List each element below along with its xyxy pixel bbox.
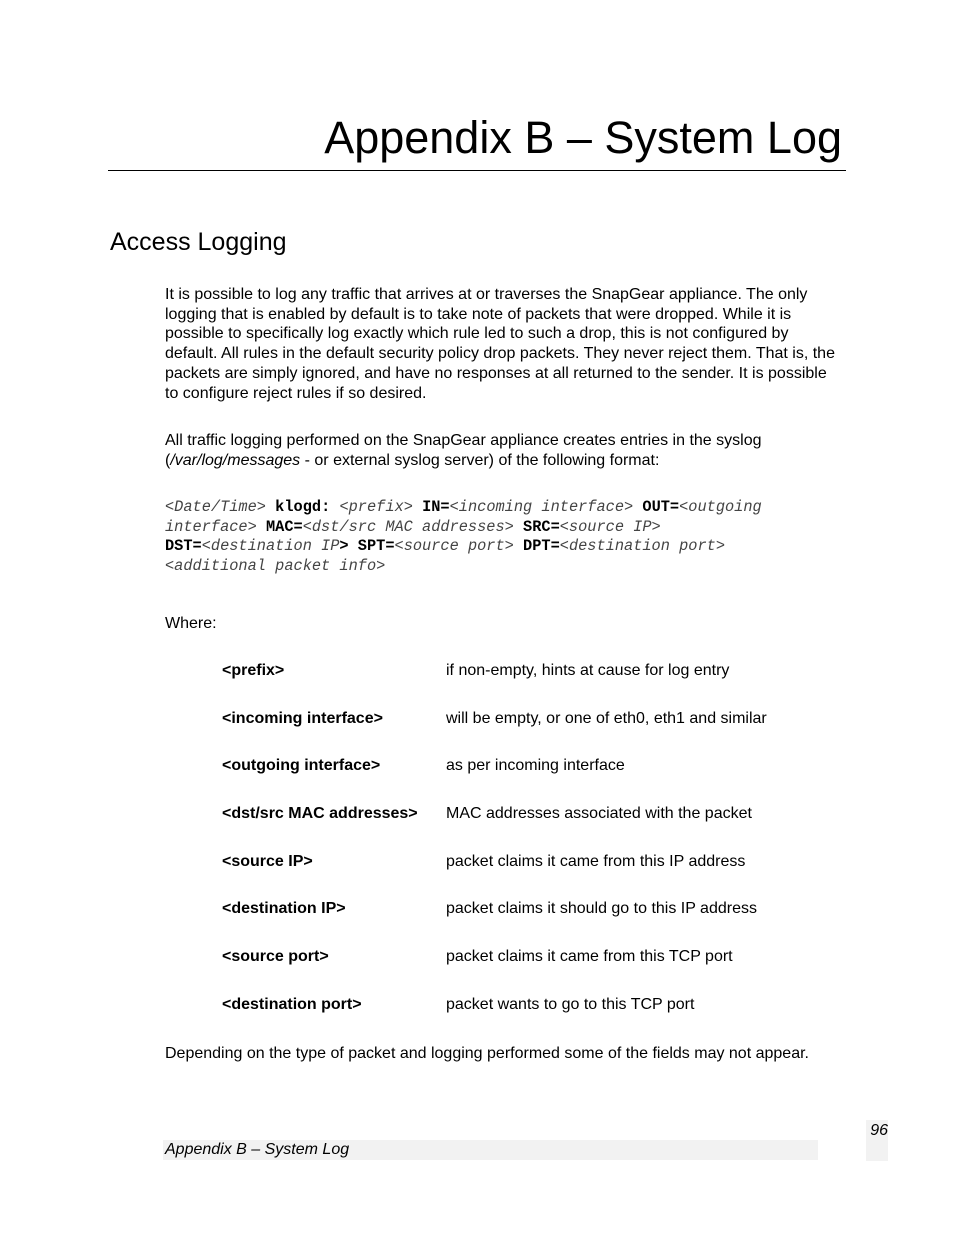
footer-title-text: Appendix B – System Log (165, 1141, 350, 1158)
format-dpt-key: DPT= (523, 537, 560, 556)
definition-term: <prefix> (222, 662, 285, 679)
format-in-val: <incoming interface> (449, 498, 634, 516)
definition-desc: packet wants to go to this TCP port (446, 995, 695, 1013)
definition-row (222, 804, 842, 852)
format-dst-key: DST= (165, 537, 202, 556)
log-format-line-3 (165, 537, 845, 557)
definition-desc: if non-empty, hints at cause for log entry (446, 662, 730, 679)
format-out-val-2: interface> (165, 517, 257, 536)
definition-row (222, 995, 842, 1043)
footer-running-title (163, 1140, 818, 1160)
format-dst-close: > (339, 537, 349, 556)
page-number: 96 (866, 1120, 888, 1161)
definition-row (222, 756, 842, 804)
definition-term: <source IP> (222, 852, 313, 870)
definition-term: <dst/src MAC addresses> (222, 805, 418, 823)
definition-term: <destination IP> (222, 900, 346, 918)
where-label: Where: (165, 615, 217, 632)
format-out-val-1: <outgoing (679, 498, 762, 516)
format-mac-val: <dst/src MAC addresses> (302, 517, 514, 536)
definition-desc: packet claims it came from this IP address (446, 852, 746, 870)
log-format-line-2 (165, 518, 845, 538)
definition-term: <outgoing interface> (222, 757, 381, 775)
chapter-title (108, 108, 846, 171)
definition-row (222, 852, 842, 900)
definition-row (222, 899, 842, 947)
format-extra: <additional packet info> (165, 557, 386, 576)
log-format-block (165, 498, 845, 577)
format-mac-key: MAC= (265, 517, 303, 536)
format-in-key: IN= (422, 498, 450, 516)
format-dpt-val: <destination port> (559, 537, 725, 556)
definition-term: <destination port> (222, 995, 362, 1013)
syslog-text-after: - or external syslog server) of the following format: (300, 451, 660, 469)
section-title: Access Logging (110, 228, 287, 256)
syslog-path: /var/log/messages (170, 451, 301, 469)
format-spt-key: SPT= (357, 537, 395, 556)
format-dst-val: <destination IP (201, 537, 340, 556)
log-format-line-1 (165, 498, 845, 518)
format-src-val: <source IP> (559, 517, 661, 536)
definition-row (222, 709, 842, 757)
log-format-line-4 (165, 557, 845, 577)
definition-desc: will be empty, or one of eth0, eth1 and similar (446, 709, 767, 727)
definition-desc: packet claims it came from this TCP port (446, 948, 733, 966)
format-src-key: SRC= (523, 517, 560, 536)
definition-desc: packet claims it should go to this IP address (446, 900, 757, 918)
syslog-text-before: All traffic logging performed on the SnapGear appliance creates entries in the syslog ( (165, 432, 762, 469)
definition-desc: MAC addresses associated with the packet (446, 805, 752, 823)
chapter-title-text: Appendix B – System Log (324, 112, 842, 163)
definition-row (222, 947, 842, 995)
definition-row (222, 661, 842, 709)
format-spt-val: <source port> (394, 537, 514, 556)
definition-term: <incoming interface> (222, 709, 383, 727)
syslog-paragraph (165, 431, 835, 470)
definition-term: <source port> (222, 948, 329, 966)
intro-paragraph: It is possible to log any traffic that arrives at or traverses the SnapGear appliance. The only logging that is enabled by default is to take note of packets that were dropped. While it is possible to specifically log exactly which rule led to such a drop, this is not configured by default. All rules in the default security policy drop packets. They never reject them. That is, the packets are simply ignored, and have no responses at all returned to the sender. It is possible to configure reject rules if so desired. (165, 286, 835, 402)
format-prefix: <prefix> (339, 498, 413, 516)
closing-paragraph: Depending on the type of packet and logging performed some of the fields may not appear. (165, 1045, 809, 1062)
field-definitions (222, 661, 842, 1043)
format-date-time: <Date/Time> (165, 498, 266, 516)
format-out-key: OUT= (642, 498, 680, 516)
definition-desc: as per incoming interface (446, 757, 625, 775)
format-klogd: klogd: (275, 498, 331, 516)
